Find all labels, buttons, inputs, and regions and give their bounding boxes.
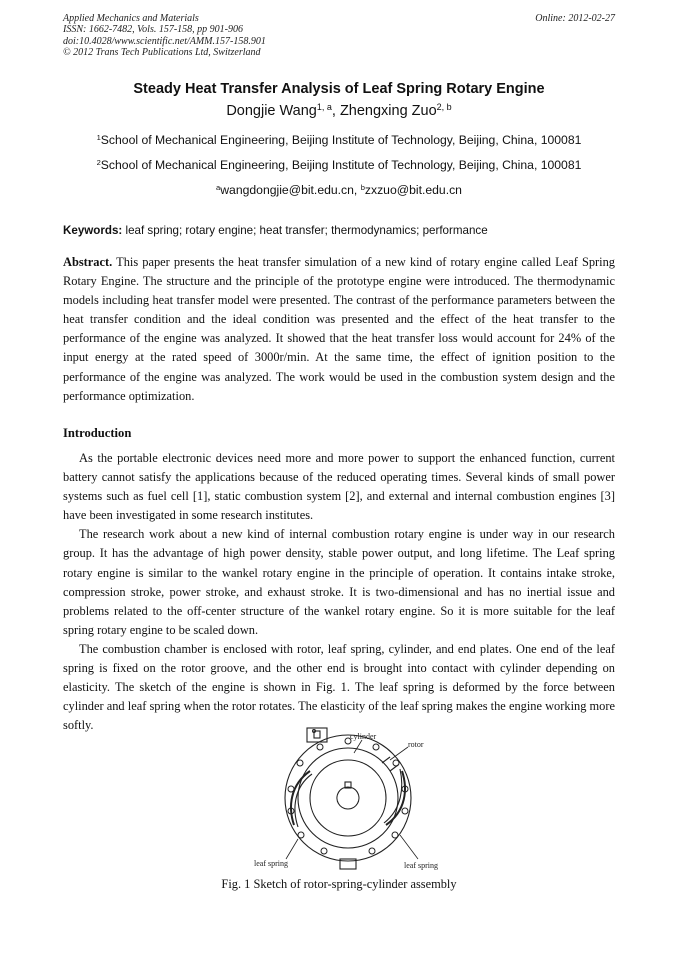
leaf-spring-left bbox=[291, 771, 310, 825]
engine-sketch-figure bbox=[250, 727, 450, 873]
author-1-affil: 1, a bbox=[316, 102, 332, 113]
affiliation-2-mark: 2 bbox=[96, 157, 101, 167]
intro-paragraph-3: The combustion chamber is enclosed with rotor, leaf spring, cylinder, and end plates. One end of the leaf spring is fixed on the rotor groove, and the other end is brought into contact with cylinder depending on elasticity. The sketch of the engine is shown in Fig. 1. The leaf spring is deformed by the force between cylinder and leaf spring when the rotor rotates. The elasticity of the leaf spring makes the engine working more softly. bbox=[63, 641, 615, 733]
bolt-hole bbox=[288, 786, 294, 792]
leaf-spring-left-leader bbox=[286, 839, 298, 859]
shaft-hole bbox=[337, 787, 359, 809]
cylinder-outer bbox=[285, 735, 411, 861]
abstract bbox=[63, 253, 615, 406]
journal-name: Applied Mechanics and Materials bbox=[63, 13, 199, 24]
intro-paragraph-2: The research work about a new kind of internal combustion rotary engine is under way in our research group. It has the advantage of high power density, stable power output, and long lifetime. The Leaf spring rotary engine is similar to the wankel rotary engine in the principle of operation. It contains intake stroke, compression stroke, power stroke, and exhaust stroke. It is two-dimensional and has no inertial issue and problems related to the off-center structure of the wankel rotary engine. So it is more suitable for the leaf spring rotary engine to be scaled down. bbox=[63, 527, 615, 637]
affiliation-2-text: School of Mechanical Engineering, Beijing Institute of Technology, Beijing, China, 100081 bbox=[100, 158, 582, 172]
label-leaf-spring-left: leaf spring bbox=[254, 859, 288, 868]
bolt-hole bbox=[369, 848, 375, 854]
abstract-text: This paper presents the heat transfer simulation of a new kind of rotary engine called Leaf Spring Rotary Engine. The structure and the principle of the prototype engine were introduced. The thermodynamic models including heat transfer model were presented. The contrast of the performance parameters between the heat transfer condition and the ideal condition was presented and the effect of the heat transfer to the performance of the engine was analyzed. It showed that the heat transfer loss would account for 24% of the input energy at the rated speed of 3000r/min. At the same time, the effect of ignition position to the performance of the engine was analyzed. The work would be used in the combustion system design and the performance optimization. bbox=[63, 255, 615, 403]
rotation-arrow-1 bbox=[382, 757, 390, 763]
engine-sketch-drawing bbox=[250, 727, 450, 873]
bolt-hole bbox=[393, 760, 399, 766]
affiliation-2 bbox=[0, 158, 678, 172]
email-a-mark: a bbox=[216, 182, 221, 192]
cylinder-leader bbox=[354, 740, 362, 753]
email-a: wangdongjie@bit.edu.cn, bbox=[220, 183, 361, 197]
label-cylinder: cylinder bbox=[350, 732, 377, 741]
bolt-hole bbox=[402, 808, 408, 814]
email-line bbox=[0, 183, 678, 197]
author-separator: , bbox=[331, 103, 340, 119]
keywords bbox=[63, 224, 488, 237]
figure-caption: Fig. 1 Sketch of rotor-spring-cylinder assembly bbox=[221, 877, 457, 891]
intro-paragraph-1: As the portable electronic devices need more and more power to support the enhanced function, current battery cannot satisfy the applications because of the reduced operating times. Several kinds of small power systems such as fuel cell [1], static combustion system [2], and external and internal combustion engines [3] have been investigated in some research institutes. bbox=[63, 451, 615, 523]
introduction-body bbox=[63, 449, 615, 735]
affiliation-1 bbox=[0, 133, 678, 147]
affiliation-1-text: School of Mechanical Engineering, Beijing Institute of Technology, Beijing, China, 100081 bbox=[100, 133, 582, 147]
keywords-text: leaf spring; rotary engine; heat transfer; thermodynamics; performance bbox=[122, 224, 488, 237]
rotor bbox=[310, 760, 386, 836]
author-line bbox=[0, 103, 678, 119]
bolt-hole bbox=[373, 744, 379, 750]
cylinder-inner bbox=[298, 748, 398, 848]
email-b-mark: b bbox=[360, 182, 365, 192]
online-date: Online: 2012-02-27 bbox=[535, 13, 615, 24]
issn-line: ISSN: 1662-7482, Vols. 157-158, pp 901-906 bbox=[63, 24, 243, 36]
leaf-spring-right bbox=[386, 771, 405, 825]
bolt-hole bbox=[298, 832, 304, 838]
bolt-hole bbox=[317, 744, 323, 750]
author-2-affil: 2, b bbox=[436, 102, 452, 113]
abstract-label: Abstract. bbox=[63, 255, 113, 269]
label-leaf-spring-right: leaf spring bbox=[404, 861, 438, 870]
doi-line: doi:10.4028/www.scientific.net/AMM.157-158.901 bbox=[63, 35, 266, 47]
bolt-hole bbox=[321, 848, 327, 854]
paper-title: Steady Heat Transfer Analysis of Leaf Spring Rotary Engine bbox=[133, 81, 545, 97]
journal-header bbox=[63, 13, 266, 58]
author-2: Zhengxing Zuo bbox=[339, 103, 437, 119]
label-rotor: rotor bbox=[408, 740, 424, 749]
leaf-spring-right-leader bbox=[400, 835, 418, 859]
copyright-line: © 2012 Trans Tech Publications Ltd, Switzerland bbox=[63, 46, 261, 58]
bolt-hole bbox=[392, 832, 398, 838]
keywords-label: Keywords: bbox=[63, 224, 123, 237]
bolt-hole bbox=[297, 760, 303, 766]
email-b: zxzuo@bit.edu.cn bbox=[364, 183, 462, 197]
introduction-heading: Introduction bbox=[63, 426, 132, 440]
affiliation-1-mark: 1 bbox=[96, 132, 101, 142]
author-1: Dongjie Wang bbox=[226, 103, 317, 119]
